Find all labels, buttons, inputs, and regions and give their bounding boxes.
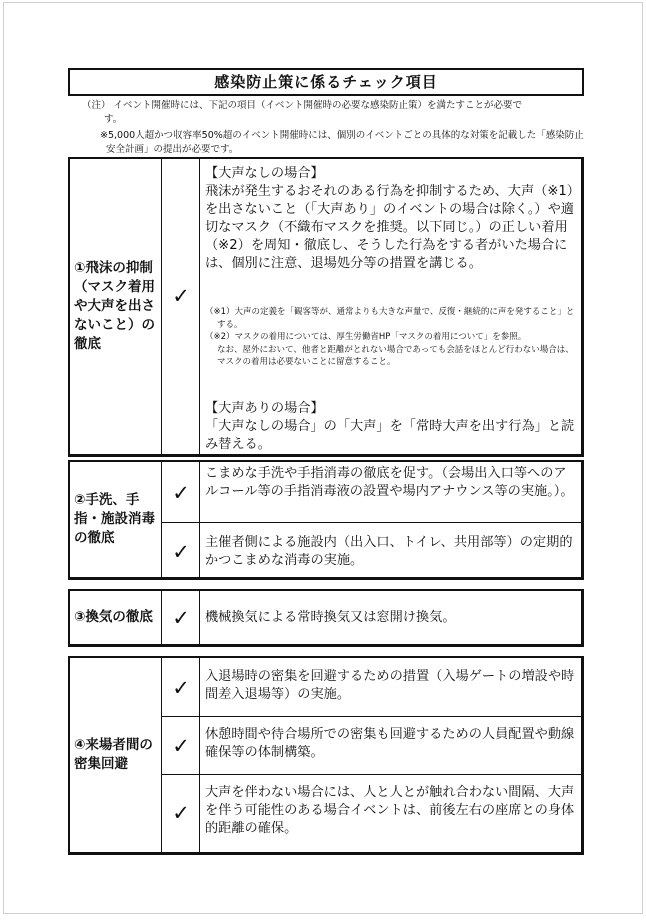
- section-label: ②手洗、手指・施設消毒の徹底: [70, 462, 162, 577]
- section-crowd-avoidance: [68, 656, 584, 855]
- check-mark-icon: ✓: [172, 481, 190, 505]
- facility-disinfection-item: 主催者側による施設内（出入口、トイレ、共用部等）の定期的かつこまめな消毒の実施。: [205, 535, 573, 568]
- section-label: ③換気の徹底: [70, 591, 162, 644]
- check-mark-icon: ✓: [172, 734, 190, 758]
- check-mark-icon: ✓: [172, 284, 190, 308]
- check-column: [162, 658, 200, 852]
- document-title: 感染防止策に係るチェック項目: [68, 68, 584, 96]
- ventilation-item: 機械換気による常時換気又は窓開け換気。: [205, 610, 456, 625]
- section-label: ①飛沫の抑制（マスク着用や大声を出さないこと）の徹底: [70, 159, 162, 454]
- section-label: ④来場者間の密集回避: [70, 658, 162, 852]
- note-main: （注） イベント開催時には、下記の項目（イベント開催時の必要な感染防止策）を満たすことが必要です。: [82, 100, 523, 125]
- quiet-case-heading: 【大声なしの場合】: [205, 166, 324, 181]
- hand-washing-item: こまめな手洗や手指消毒の徹底を促す。（会場出入口等へのアルコール等の手指消毒液の設置や場内アナウンス等の実施。）。: [205, 466, 574, 499]
- check-mark-icon: ✓: [172, 676, 190, 700]
- staffing-item: 休憩時間や待合場所での密集も回避するための人員配置や動線確保等の体制構築。: [205, 727, 575, 760]
- check-mark-icon: ✓: [172, 606, 190, 630]
- distancing-item: 大声を伴わない場合には、人と人とが触れ合わない間隔、大声を伴う可能性のある場合イベントは、前後左右の座席との身体的距離の確保。: [205, 785, 575, 836]
- loud-case-block: [205, 400, 575, 454]
- check-column: [162, 462, 200, 577]
- note-large-event: ※5,000人超かつ収容率50%超のイベント開催時には、個別のイベントごとの具体的な対策を記載した「感染防止安全計画」の提出が必要です。: [100, 130, 584, 155]
- section-content: [200, 462, 581, 577]
- section-content: [200, 591, 581, 644]
- section-ventilation: [68, 589, 584, 647]
- quiet-case-body: 飛沫が発生するおそれのある行為を抑制するため、大声（※1）を出さないこと（「大声あり」のイベントの場合は除く。）や適切なマスク（不織布マスクを推奨。以下同じ。）の正しい着用（※2）を周知・徹底し、そうした行為をする者がいた場合には、個別に注意、退場処分等の措置を講じる。: [205, 184, 574, 271]
- entry-exit-item: 入退場時の密集を回避するための措置（入場ゲートの増設や時間差入退場等）の実施。: [205, 669, 575, 702]
- loud-case-heading: 【大声ありの場合】: [205, 401, 324, 416]
- check-column: [162, 591, 200, 644]
- quiet-case-block: [205, 165, 575, 273]
- check-column: [162, 159, 200, 454]
- footnote-3: なお、屋外において、他者と距離がとれない場合であっても会話をほとんど行わない場合は、マスクの着用は必要ないことに留意すること。: [217, 344, 574, 367]
- section-droplet-control: [68, 157, 584, 457]
- footnote-1: （※1）大声の定義を「観客等が、通常よりも大きな声量で、反復・継続的に声を発すること」とする。: [205, 307, 575, 330]
- check-mark-icon: ✓: [172, 801, 190, 825]
- section-content: [200, 658, 581, 852]
- footnote-2: （※2）マスクの着用については、厚生労働省HP「マスクの着用について」を参照。: [205, 332, 527, 342]
- section-content: [200, 159, 581, 454]
- check-mark-icon: ✓: [172, 540, 190, 564]
- section-hand-hygiene: [68, 460, 584, 580]
- loud-case-body: 「大声なしの場合」の「大声」を「常時大声を出す行為」と読み替える。: [205, 419, 575, 452]
- footnotes: [205, 306, 575, 369]
